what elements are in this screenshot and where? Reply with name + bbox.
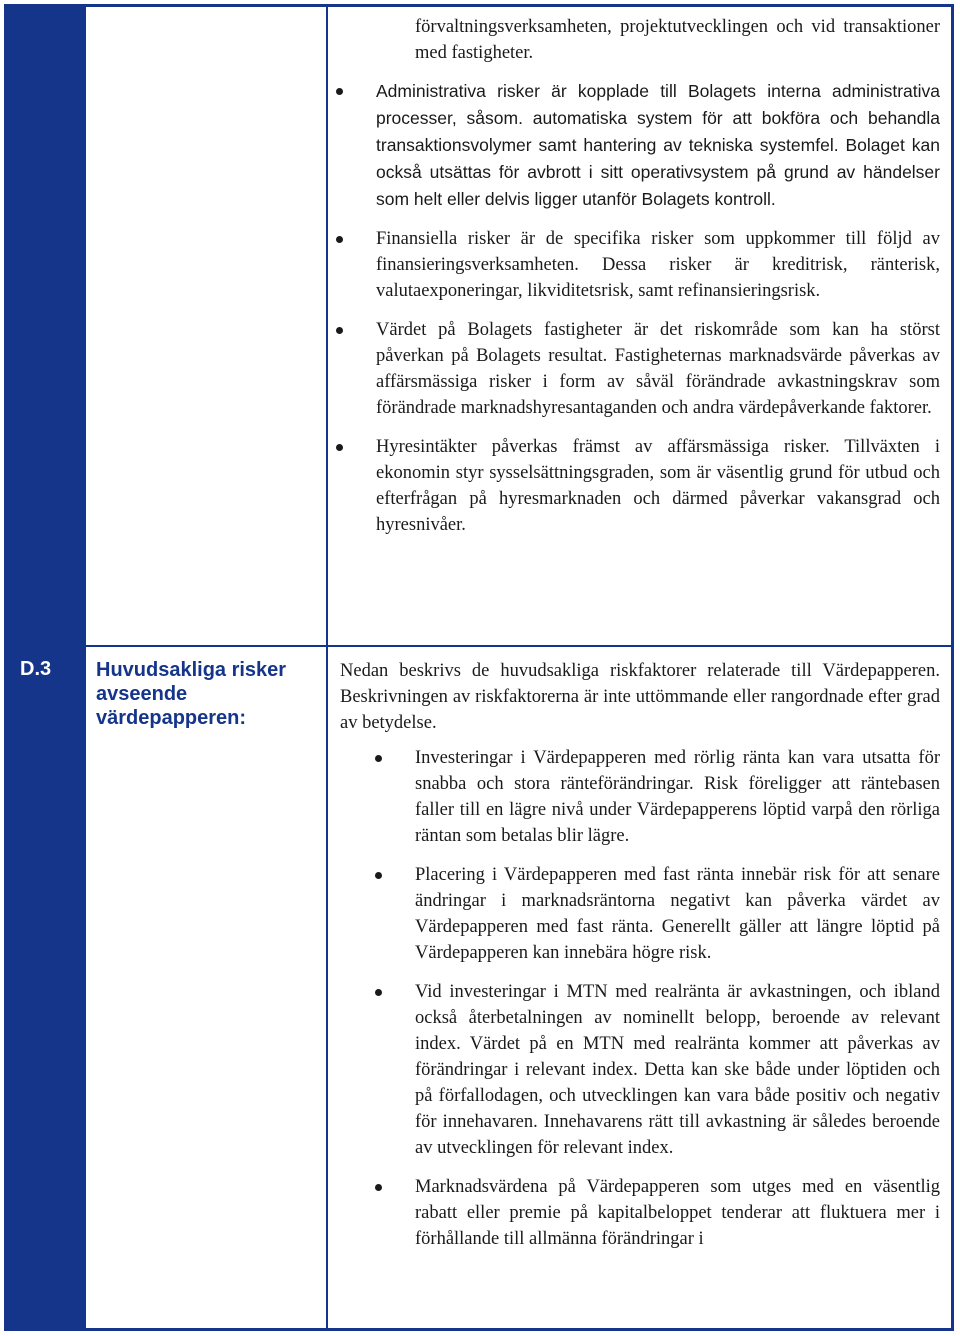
bullet-icon [375,872,382,879]
d3-risk-list [415,745,940,1252]
bullet-icon [336,236,343,243]
bullet-icon [375,1184,382,1191]
list-item-text: Placering i Värdepapperen med fast ränta innebär risk för att senare ändringar i marknadsräntorna negativt kan påverka värdet av Värdepapperen med fast ränta. Generellt gäller att längre löptid på Värdepapperen kan innebära högre risk. [415,865,940,963]
list-item-text: Hyresintäkter påverkas främst av affärsmässiga risker. Tillväxten i ekonomin styr sysselsättningsgraden, som är väsentlig grund för utbud och efterfrågan på hyresmarknaden och därmed påverkar vakansgrad och hyresnivåer. [376,437,940,535]
section-heading: Huvudsakliga risker avseende värdepapperen: [96,659,287,729]
bullet-icon [336,327,343,334]
list-item [376,78,940,213]
d3-intro: Nedan beskrivs de huvudsakliga riskfaktorer relaterade till Värdepapperen. Beskrivningen av riskfaktorerna är inte uttömmande eller rangordnade efter grad av betydelse. [340,661,940,733]
list-item-text: Administrativa risker är kopplade till Bolagets interna administrativa processer, såsom. automatiska system för att bokföra och behandla transaktionsvolymer samt hantering av tekniska systemfel. Bolaget kan också utsättas för avbrott i sitt operativsystem på grund av händelser som helt eller delvis ligger utanför Bolagets kontroll. [376,81,940,209]
continuation-text: förvaltningsverksamheten, projektutvecklingen och vid transaktioner med fastigheter. [415,17,940,63]
list-item [376,434,940,538]
list-item [415,745,940,849]
list-item-text: Värdet på Bolagets fastigheter är det riskområde som kan ha störst påverkan på Bolagets resultat. Fastigheternas marknadsvärde påverkas av affärsmässiga risker i form av såväl förändrade avkastningskrav som förändrade marknadshyresantaganden och andra värdepåverkande faktorer. [376,320,940,418]
bullet-icon [375,755,382,762]
list-item [415,979,940,1161]
bullet-icon [336,444,343,451]
bullet-icon [336,88,343,95]
list-item-text: Investeringar i Värdepapperen med rörlig ränta kan vara utsatta för snabba och stora ränteförändringar. Risk föreligger att räntebasen faller till en lägre nivå under Värdepapperens löptid varpå den rörliga räntan som betalas blir lägre. [415,748,940,846]
list-item [376,317,940,421]
list-item [415,1174,940,1252]
bullet-icon [375,989,382,996]
list-item-text: Finansiella risker är de specifika risker som uppkommer till följd av finansieringsverksamheten. Dessa risker är kreditrisk, ränterisk, valutaexponeringar, likviditetsrisk, samt refinansieringsrisk. [376,229,940,301]
list-item-text: Vid investeringar i MTN med realränta är avkastningen, och ibland också återbetalningen av nominellt belopp, beroende av relevant index. Värdet på en MTN med realränta kommer att påverkas av förändringar i relevant index. Detta kan ske både under löptiden och på förfallodagen, och utvecklingen kan vara både positiv och negativ för innehavaren. Innehavarens rätt till avkastning är således beroende av utvecklingen för relevant index. [415,982,940,1158]
column-divider-b [326,4,328,1331]
section-code: D.3 [20,658,52,680]
top-risk-list [376,78,940,538]
row-divider [4,645,954,647]
list-item [415,862,940,966]
list-item-text: Marknadsvärdena på Värdepapperen som utges med en väsentlig rabatt eller premie på kapitalbeloppet tenderar att fluktuera mer i förhållande till allmänna förändringar i [415,1177,940,1249]
list-item [376,226,940,304]
column-divider-a [84,4,86,1331]
